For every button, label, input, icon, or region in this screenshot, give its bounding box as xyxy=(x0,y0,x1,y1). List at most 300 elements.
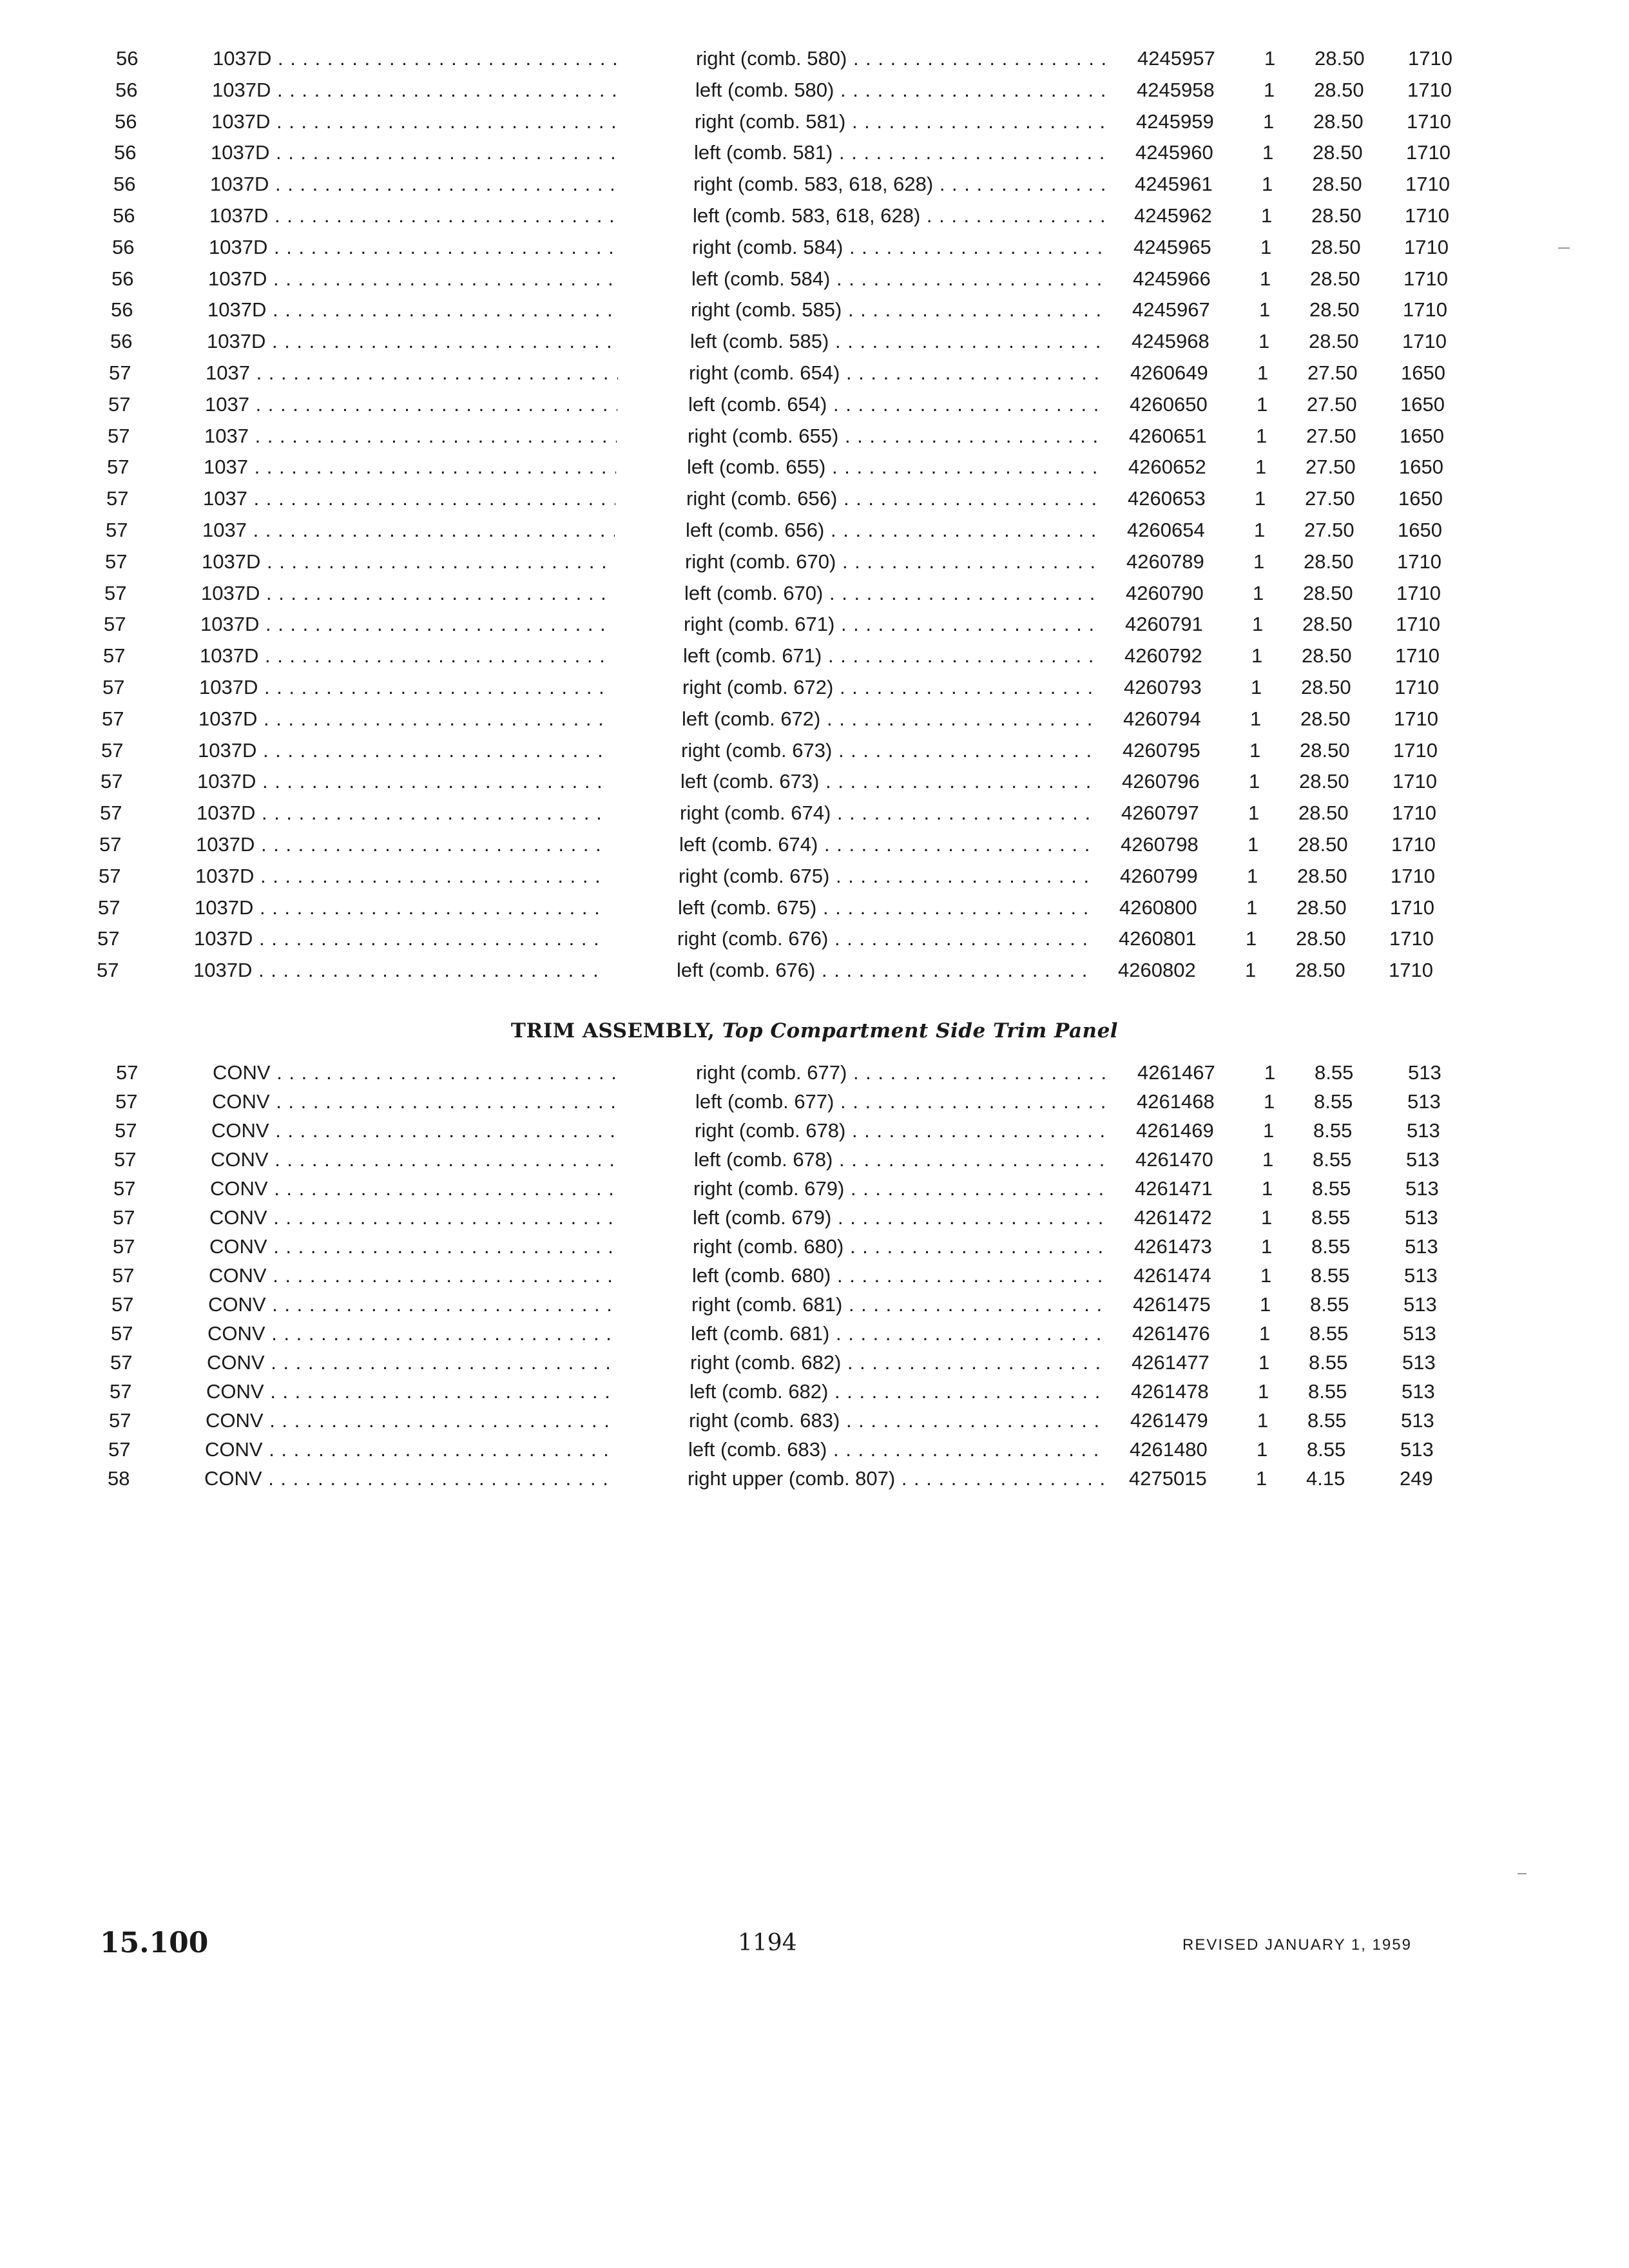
description-cell-text: left (comb. 581) . . . xyxy=(694,141,1113,164)
quantity-cell-text: 1 xyxy=(1249,770,1260,793)
model-cell xyxy=(208,1290,621,1320)
year-cell-text: 56 xyxy=(110,330,133,353)
quantity-cell-text: 1 xyxy=(1258,330,1270,353)
price-cell-text: 27.50 xyxy=(1307,392,1357,416)
model-cell xyxy=(206,1406,618,1436)
table-row xyxy=(0,138,1629,168)
part-number-cell xyxy=(1136,1116,1265,1146)
price-cell-text: 28.50 xyxy=(1297,864,1347,887)
model-cell-text: 1037D . . . xyxy=(197,770,610,793)
model-cell-text: 1037 . . . xyxy=(204,425,617,447)
part-number-cell-text: 4245960 xyxy=(1135,141,1213,164)
part-number-cell xyxy=(1129,1464,1258,1494)
model-cell-text: 1037D . . . xyxy=(198,739,610,762)
price-cell xyxy=(1306,1464,1390,1494)
year-cell-text: 56 xyxy=(111,298,133,322)
code-cell-text: 513 xyxy=(1405,1177,1439,1200)
code-cell xyxy=(1389,956,1472,985)
year-cell xyxy=(98,893,149,923)
model-cell-text: CONV . . . xyxy=(212,1090,624,1113)
quantity-cell-text: 1 xyxy=(1257,1409,1269,1432)
quantity-cell-text: 1 xyxy=(1262,141,1274,164)
scan-speck xyxy=(1518,1873,1527,1874)
price-cell-text: 28.50 xyxy=(1302,644,1352,668)
code-cell xyxy=(1403,295,1487,325)
scan-speck xyxy=(1558,247,1570,249)
code-cell xyxy=(1402,1348,1486,1378)
code-cell-text: 513 xyxy=(1402,1380,1435,1403)
price-cell-text: 28.50 xyxy=(1311,204,1362,227)
year-cell xyxy=(113,201,164,231)
year-cell xyxy=(104,610,155,639)
description-cell-text: left (comb. 678) . . . xyxy=(694,1148,1113,1171)
year-cell-text: 57 xyxy=(111,1293,134,1316)
code-cell xyxy=(1407,1087,1491,1117)
year-cell-text: 57 xyxy=(105,550,128,573)
table-row xyxy=(0,515,1629,545)
year-cell-text: 56 xyxy=(111,267,134,290)
model-cell-text: CONV . . . xyxy=(209,1206,622,1229)
part-number-cell xyxy=(1130,390,1258,419)
price-cell-text: 4.15 xyxy=(1306,1467,1345,1490)
code-cell-text: 1710 xyxy=(1406,141,1451,164)
part-number-cell-text: 4245967 xyxy=(1132,298,1210,322)
description-cell xyxy=(689,1406,1108,1436)
model-cell-text: 1037 . . . xyxy=(205,393,617,416)
description-cell-text: left (comb. 656) . . . xyxy=(686,519,1104,541)
year-cell xyxy=(104,579,156,608)
part-number-cell-text: 4261468 xyxy=(1137,1090,1215,1113)
model-cell-text: 1037 . . . xyxy=(202,519,615,541)
part-number-cell xyxy=(1133,1261,1262,1291)
quantity-cell xyxy=(1264,1087,1289,1117)
year-cell xyxy=(115,1087,167,1117)
part-number-cell xyxy=(1134,1203,1263,1233)
quantity-cell-text: 1 xyxy=(1260,267,1271,290)
table-row xyxy=(0,1087,1629,1117)
model-cell xyxy=(209,1261,621,1291)
description-cell-text: left (comb. 654) . . . xyxy=(688,393,1107,416)
model-cell-text: CONV . . . xyxy=(209,1264,621,1287)
quantity-cell-text: 1 xyxy=(1264,78,1275,101)
description-cell-text: right (comb. 656) . . . xyxy=(686,487,1105,510)
code-cell xyxy=(1405,1174,1489,1204)
code-cell-text: 1710 xyxy=(1402,330,1447,353)
table-row xyxy=(0,358,1629,388)
table-row xyxy=(0,736,1629,765)
model-cell-text: CONV . . . xyxy=(209,1235,622,1258)
price-cell xyxy=(1306,421,1390,451)
section-heading xyxy=(0,1019,1629,1043)
price-cell-text: 28.50 xyxy=(1313,141,1363,164)
year-cell xyxy=(108,1435,160,1465)
quantity-cell xyxy=(1255,484,1280,514)
model-cell-text: 1037D . . . xyxy=(194,927,606,950)
year-cell xyxy=(108,1464,159,1494)
price-cell-text: 28.50 xyxy=(1300,707,1351,730)
section-heading-main: TRIM ASSEMBLY, xyxy=(510,1019,715,1043)
quantity-cell-text: 1 xyxy=(1248,833,1259,856)
description-cell-text: left (comb. 584) . . . xyxy=(691,267,1110,290)
price-cell-text: 8.55 xyxy=(1313,1119,1353,1142)
model-cell-text: CONV . . . xyxy=(207,1351,619,1374)
code-cell-text: 513 xyxy=(1404,1264,1438,1287)
code-cell xyxy=(1403,1319,1487,1349)
price-cell xyxy=(1299,767,1383,796)
description-cell xyxy=(679,861,1097,891)
price-cell xyxy=(1311,1232,1395,1262)
description-cell xyxy=(679,830,1098,860)
description-cell xyxy=(691,295,1110,325)
model-cell-text: 1037D . . . xyxy=(207,330,619,352)
price-cell-text: 8.55 xyxy=(1311,1206,1351,1229)
code-cell-text: 513 xyxy=(1401,1409,1434,1432)
code-cell xyxy=(1404,233,1488,262)
page-number: 1194 xyxy=(738,1930,797,1956)
model-cell xyxy=(211,1145,623,1175)
code-cell-text: 1710 xyxy=(1394,707,1438,730)
table-row xyxy=(0,452,1629,482)
quantity-cell-text: 1 xyxy=(1264,1090,1275,1113)
year-cell-text: 56 xyxy=(114,141,137,164)
price-cell xyxy=(1315,1058,1398,1088)
code-cell xyxy=(1402,327,1486,356)
description-cell-text: right (comb. 682) . . . xyxy=(690,1351,1109,1374)
quantity-cell-text: 1 xyxy=(1262,1148,1274,1171)
part-number-cell-text: 4260795 xyxy=(1123,738,1200,762)
quantity-cell xyxy=(1254,515,1280,545)
part-number-cell xyxy=(1127,515,1256,545)
quantity-cell-text: 1 xyxy=(1250,707,1262,730)
quantity-cell-text: 1 xyxy=(1261,1235,1273,1258)
description-cell xyxy=(685,547,1104,577)
code-cell xyxy=(1400,1435,1484,1465)
description-cell-text: left (comb. 671) . . . xyxy=(683,644,1102,667)
part-number-cell-text: 4260654 xyxy=(1127,519,1205,541)
code-cell xyxy=(1395,641,1479,671)
quantity-cell xyxy=(1260,1290,1286,1320)
quantity-cell-text: 1 xyxy=(1258,1380,1269,1403)
part-number-cell xyxy=(1134,201,1263,231)
model-cell-text: 1037D . . . xyxy=(200,613,613,635)
description-cell-text: left (comb. 676) . . . xyxy=(677,959,1095,981)
year-cell-text: 57 xyxy=(114,1148,137,1171)
table-row xyxy=(0,1319,1629,1349)
price-cell-text: 28.50 xyxy=(1303,581,1353,604)
year-cell-text: 57 xyxy=(98,896,120,919)
price-cell xyxy=(1307,358,1391,388)
price-cell xyxy=(1313,138,1396,168)
part-number-cell xyxy=(1122,767,1251,796)
description-cell-text: right (comb. 676) . . . xyxy=(677,927,1096,950)
description-cell xyxy=(693,1174,1112,1204)
part-number-cell-text: 4260800 xyxy=(1119,896,1197,919)
model-cell-text: CONV . . . xyxy=(211,1148,623,1171)
table-row xyxy=(0,390,1629,419)
price-cell xyxy=(1312,1174,1396,1204)
description-cell-text: right (comb. 583, 618, 628) . . . xyxy=(693,173,1112,195)
model-cell xyxy=(210,169,622,199)
price-cell-text: 8.55 xyxy=(1309,1351,1348,1374)
part-number-cell xyxy=(1130,1435,1258,1465)
description-cell xyxy=(682,673,1101,702)
year-cell-text: 57 xyxy=(100,802,122,825)
code-cell-text: 1710 xyxy=(1390,896,1434,919)
year-cell-text: 57 xyxy=(110,1380,132,1403)
year-cell xyxy=(102,704,153,734)
description-cell xyxy=(687,452,1106,482)
part-number-cell xyxy=(1133,264,1262,294)
code-cell-text: 1710 xyxy=(1407,78,1452,101)
model-cell xyxy=(205,1435,617,1465)
part-number-cell xyxy=(1124,673,1253,702)
model-cell-text: 1037D . . . xyxy=(209,204,622,227)
model-cell-text: 1037D . . . xyxy=(195,865,608,887)
table-row xyxy=(0,1174,1629,1204)
description-cell-text: right (comb. 584) . . . xyxy=(692,236,1111,258)
price-cell xyxy=(1301,673,1385,702)
price-cell-text: 28.50 xyxy=(1296,927,1346,950)
code-cell-text: 513 xyxy=(1407,1119,1440,1142)
code-cell-text: 513 xyxy=(1405,1235,1438,1258)
table-row xyxy=(0,1261,1629,1291)
model-cell xyxy=(204,421,617,451)
description-cell-text: left (comb. 655) . . . xyxy=(687,456,1106,478)
part-number-cell xyxy=(1118,956,1247,985)
description-cell-text: right (comb. 674) . . . xyxy=(680,802,1099,824)
table-row xyxy=(0,1203,1629,1233)
model-cell-text: 1037D . . . xyxy=(210,173,622,195)
description-cell xyxy=(692,233,1111,262)
table-row xyxy=(0,579,1629,608)
price-cell-text: 28.50 xyxy=(1298,802,1349,825)
price-cell xyxy=(1302,610,1386,639)
quantity-cell-text: 1 xyxy=(1253,581,1264,604)
price-cell-text: 28.50 xyxy=(1313,110,1364,133)
model-cell xyxy=(202,547,614,577)
quantity-cell xyxy=(1261,1203,1287,1233)
model-cell-text: 1037D . . . xyxy=(196,833,608,856)
year-cell-text: 57 xyxy=(108,1438,131,1461)
description-cell xyxy=(684,579,1103,608)
part-number-cell xyxy=(1135,1174,1264,1204)
price-cell-text: 28.50 xyxy=(1301,676,1351,698)
quantity-cell xyxy=(1253,547,1279,577)
code-cell xyxy=(1399,452,1483,482)
part-number-cell-text: 4245968 xyxy=(1132,330,1210,353)
description-cell xyxy=(690,327,1109,356)
description-cell xyxy=(683,641,1102,671)
year-cell-text: 56 xyxy=(113,173,136,196)
year-cell xyxy=(108,390,160,419)
model-cell xyxy=(208,264,621,294)
code-cell-text: 1650 xyxy=(1400,424,1444,447)
table-row xyxy=(0,610,1629,639)
part-number-cell xyxy=(1125,610,1254,639)
code-cell-text: 1710 xyxy=(1389,959,1433,982)
description-cell xyxy=(682,704,1101,734)
table-row xyxy=(0,201,1629,231)
code-cell xyxy=(1396,579,1480,608)
price-cell xyxy=(1304,547,1387,577)
price-cell xyxy=(1310,264,1394,294)
year-cell xyxy=(99,861,150,891)
part-number-cell xyxy=(1137,44,1266,73)
part-number-cell xyxy=(1137,1087,1266,1117)
code-cell xyxy=(1392,798,1476,828)
part-number-cell xyxy=(1132,327,1260,356)
quantity-cell-text: 1 xyxy=(1264,47,1276,70)
year-cell xyxy=(115,107,166,137)
quantity-cell-text: 1 xyxy=(1261,1206,1273,1229)
description-cell-text: right (comb. 681) . . . xyxy=(691,1293,1110,1316)
price-cell-text: 27.50 xyxy=(1304,519,1354,541)
part-number-cell-text: 4260799 xyxy=(1120,864,1198,887)
code-cell xyxy=(1405,201,1489,231)
table-row xyxy=(0,1058,1629,1088)
model-cell xyxy=(207,1319,620,1349)
table-row xyxy=(0,264,1629,294)
price-cell xyxy=(1314,75,1398,105)
price-cell xyxy=(1313,1116,1397,1146)
description-cell xyxy=(695,1087,1114,1117)
description-cell-text: right (comb. 581) . . . xyxy=(695,110,1113,133)
quantity-cell-text: 1 xyxy=(1258,1351,1270,1374)
part-number-cell-text: 4260797 xyxy=(1121,802,1199,825)
description-cell xyxy=(695,75,1114,105)
year-cell xyxy=(109,358,160,388)
quantity-cell xyxy=(1255,452,1281,482)
code-cell xyxy=(1398,515,1481,545)
code-cell xyxy=(1397,547,1481,577)
part-number-cell xyxy=(1128,484,1257,514)
model-cell-text: 1037D . . . xyxy=(208,267,621,290)
price-cell-text: 28.50 xyxy=(1304,550,1354,573)
quantity-cell xyxy=(1264,1058,1290,1088)
description-cell-text: left (comb. 670) . . . xyxy=(684,582,1103,604)
part-number-cell xyxy=(1135,138,1264,168)
description-cell-text: right (comb. 680) . . . xyxy=(693,1235,1112,1258)
quantity-cell xyxy=(1261,1232,1287,1262)
table-row xyxy=(0,75,1629,105)
price-cell-text: 28.50 xyxy=(1315,47,1365,70)
quantity-cell xyxy=(1253,579,1278,608)
code-cell-text: 1710 xyxy=(1394,676,1439,698)
description-cell xyxy=(688,421,1106,451)
year-cell xyxy=(107,452,159,482)
part-number-cell-text: 4275015 xyxy=(1129,1467,1207,1490)
year-cell-text: 57 xyxy=(111,1322,133,1345)
part-number-cell xyxy=(1132,1319,1261,1349)
part-number-cell-text: 4245966 xyxy=(1133,267,1211,290)
table-row xyxy=(0,641,1629,671)
year-cell-text: 57 xyxy=(112,1264,135,1287)
table-row xyxy=(0,1232,1629,1262)
quantity-cell-text: 1 xyxy=(1246,896,1258,919)
table-row xyxy=(0,1464,1629,1494)
quantity-cell xyxy=(1262,1174,1287,1204)
year-cell-text: 57 xyxy=(116,1061,139,1084)
code-cell-text: 513 xyxy=(1403,1322,1436,1345)
model-cell xyxy=(205,390,617,419)
part-number-cell-text: 4261469 xyxy=(1136,1119,1214,1142)
year-cell xyxy=(97,924,149,954)
price-cell-text: 8.55 xyxy=(1312,1177,1351,1200)
section-heading-sub: Top Compartment Side Trim Panel xyxy=(722,1019,1119,1043)
model-cell-text: 1037D . . . xyxy=(202,550,614,573)
code-cell-text: 513 xyxy=(1402,1351,1436,1374)
price-cell-text: 28.50 xyxy=(1309,298,1360,322)
code-cell-text: 1650 xyxy=(1401,361,1445,384)
year-cell-text: 57 xyxy=(104,613,126,636)
quantity-cell xyxy=(1259,1319,1285,1349)
table-row xyxy=(0,421,1629,451)
part-number-cell-text: 4261478 xyxy=(1131,1380,1209,1403)
part-number-cell-text: 4245958 xyxy=(1137,78,1215,101)
part-number-cell-text: 4245959 xyxy=(1136,110,1214,133)
quantity-cell-text: 1 xyxy=(1245,959,1257,982)
model-cell xyxy=(204,452,616,482)
model-cell xyxy=(209,233,621,262)
code-cell-text: 513 xyxy=(1406,1148,1440,1171)
model-cell-text: 1037D . . . xyxy=(207,298,620,321)
price-cell-text: 28.50 xyxy=(1312,173,1362,196)
year-cell xyxy=(111,295,162,325)
description-cell-text: right (comb. 673) . . . xyxy=(681,739,1100,762)
price-cell xyxy=(1312,169,1396,199)
year-cell-text: 56 xyxy=(112,235,135,258)
model-cell xyxy=(206,358,618,388)
model-cell-text: 1037D . . . xyxy=(193,959,606,981)
quantity-cell xyxy=(1260,1261,1286,1291)
code-cell-text: 1710 xyxy=(1405,173,1450,196)
model-cell xyxy=(196,830,608,860)
code-cell-text: 513 xyxy=(1403,1293,1437,1316)
code-cell-text: 1710 xyxy=(1389,927,1434,950)
code-cell-text: 1710 xyxy=(1396,581,1441,604)
table-row xyxy=(0,295,1629,325)
year-cell xyxy=(112,1261,164,1291)
price-cell-text: 28.50 xyxy=(1298,833,1348,856)
quantity-cell-text: 1 xyxy=(1259,298,1271,322)
table-row xyxy=(0,798,1629,828)
year-cell-text: 57 xyxy=(109,1409,131,1432)
quantity-cell-text: 1 xyxy=(1247,864,1258,887)
description-cell-text: left (comb. 683) . . . xyxy=(688,1438,1107,1461)
description-cell-text: right (comb. 670) . . . xyxy=(685,550,1104,573)
description-cell-text: left (comb. 583, 618, 628) . . . xyxy=(693,204,1112,227)
table-row xyxy=(0,956,1629,985)
part-number-cell-text: 4261471 xyxy=(1135,1177,1213,1200)
code-cell xyxy=(1405,1232,1489,1262)
model-cell xyxy=(213,1058,625,1088)
description-cell xyxy=(692,1261,1111,1291)
quantity-cell xyxy=(1251,673,1277,702)
code-cell xyxy=(1401,1406,1485,1436)
description-cell xyxy=(693,169,1112,199)
price-cell-text: 28.50 xyxy=(1296,896,1347,919)
quantity-cell xyxy=(1263,1116,1289,1146)
description-cell xyxy=(691,1319,1110,1349)
description-cell-text: left (comb. 681) . . . xyxy=(691,1322,1110,1345)
price-cell-text: 8.55 xyxy=(1315,1061,1354,1084)
price-cell-text: 8.55 xyxy=(1307,1438,1346,1461)
year-cell-text: 57 xyxy=(106,487,129,510)
year-cell xyxy=(108,421,159,451)
description-cell-text: right (comb. 678) . . . xyxy=(695,1119,1113,1142)
model-cell-text: CONV . . . xyxy=(210,1177,622,1200)
part-number-cell-text: 4260791 xyxy=(1125,613,1203,636)
